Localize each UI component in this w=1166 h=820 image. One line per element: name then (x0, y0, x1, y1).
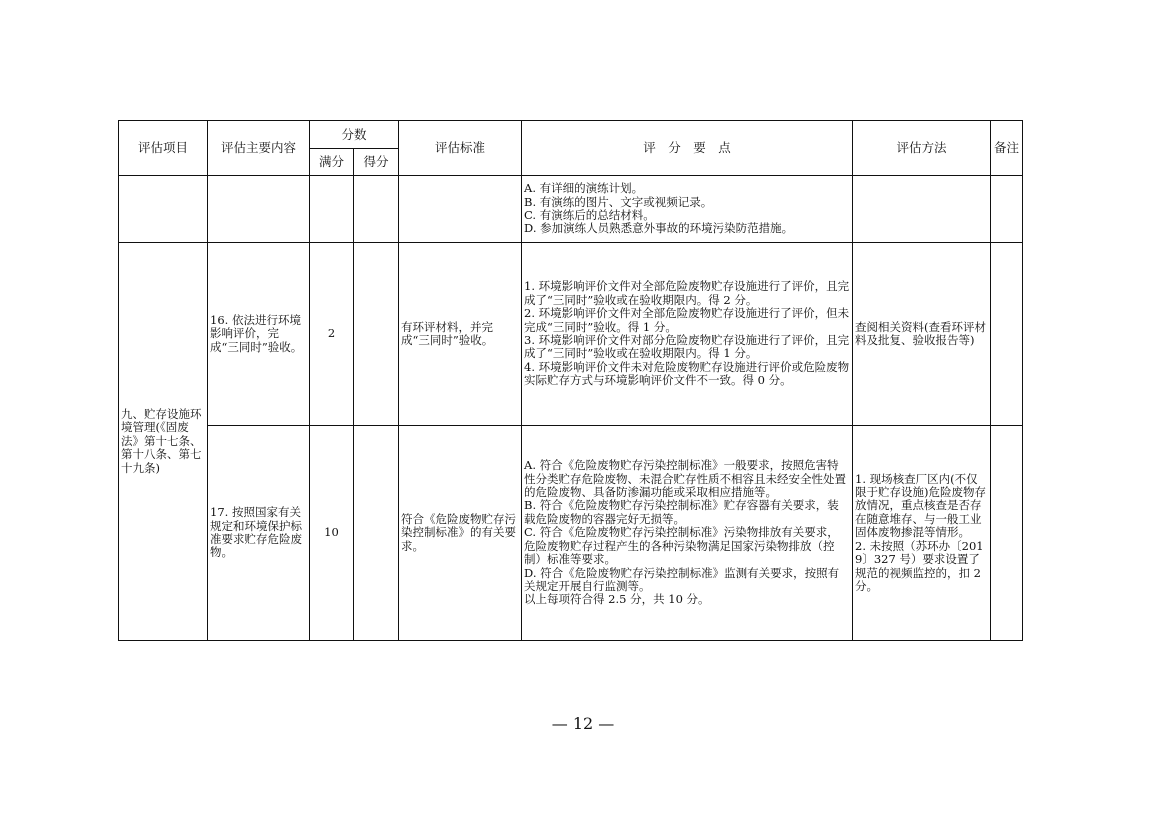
header-full-score: 满分 (310, 149, 354, 176)
remark-cell (991, 243, 1023, 426)
got-score-cell (354, 243, 399, 426)
full-score-cell: 2 (310, 243, 354, 426)
standard-cell: 符合《危险废物贮存污染控制标准》的有关要求。 (399, 426, 522, 641)
header-standard: 评估标准 (399, 121, 522, 176)
scoring-points: 1. 环境影响评价文件对全部危险废物贮存设施进行了评价，且完成了“三同时”验收或在验收期限内。得 2 分。 2. 环境影响评价文件对全部危险废物贮存设施进行了评价，但未完成“三同时”验收。得 1 分。 3. 环境影响评价文件对部分危险废物贮存设施进行了评价，且完成了“三同时”验收或在验收期限内。得 1 分。 4. 环境影响评价文件未对危险废物贮存设施进行评价或危险废物实际贮存方式与环境影响评价文件不一致。得 0 分。 (522, 243, 853, 426)
table-row (119, 426, 1023, 641)
category-cell: 九、贮存设施环境管理(《固废法》第十七条、第十八条、第七十九条) (119, 243, 208, 641)
full-score-cell: 10 (310, 426, 354, 641)
header-item: 评估项目 (119, 121, 208, 176)
page-number: — 12 — (551, 714, 615, 733)
scoring-points: A. 有详细的演练计划。 B. 有演练的图片、文字或视频记录。 C. 有演练后的总结材料。 D. 参加演练人员熟悉意外事故的环境污染防范措施。 (522, 176, 853, 243)
method-cell: 1. 现场核查厂区内(不仅限于贮存设施)危险废物存放情况，重点核查是否存在随意堆存、与一般工业固体废物掺混等情形。 2. 未按照（苏环办〔2019〕327 号）要求设置了规范的视频监控的，扣 2 分。 (853, 426, 991, 641)
table-row (119, 176, 1023, 243)
standard-cell: 有环评材料，并完成“三同时”验收。 (399, 243, 522, 426)
scoring-points: A. 符合《危险废物贮存污染控制标准》一般要求，按照危害特性分类贮存危险废物、未混合贮存性质不相容且未经安全性处置的危险废物、具备防渗漏功能或采取相应措施等。 B. 符合《危险废物贮存污染控制标准》贮存容器有关要求，装载危险废物的容器完好无损等。 C. 符合《危险废物贮存污染控制标准》污染物排放有关要求，危险废物贮存过程产生的各种污染物满足国家污染物排放（控制）标准等要求。 D. 符合《危险废物贮存污染控制标准》监测有关要求，按照有关规定开展自行监测等。 以上每项符合得 2.5 分，共 10 分。 (522, 426, 853, 641)
content-cell: 16. 依法进行环境影响评价，完成“三同时”验收。 (208, 243, 310, 426)
header-points: 评 分 要 点 (522, 121, 853, 176)
evaluation-table (118, 120, 1023, 641)
header-remark: 备注 (991, 121, 1023, 176)
remark-cell (991, 426, 1023, 641)
got-score-cell (354, 426, 399, 641)
table-row (119, 243, 1023, 426)
header-content: 评估主要内容 (208, 121, 310, 176)
header-method: 评估方法 (853, 121, 991, 176)
content-cell: 17. 按照国家有关规定和环境保护标准要求贮存危险废物。 (208, 426, 310, 641)
method-cell: 查阅相关资料(查看环评材料及批复、验收报告等) (853, 243, 991, 426)
header-got-score: 得分 (354, 149, 399, 176)
header-score: 分数 (310, 121, 399, 149)
